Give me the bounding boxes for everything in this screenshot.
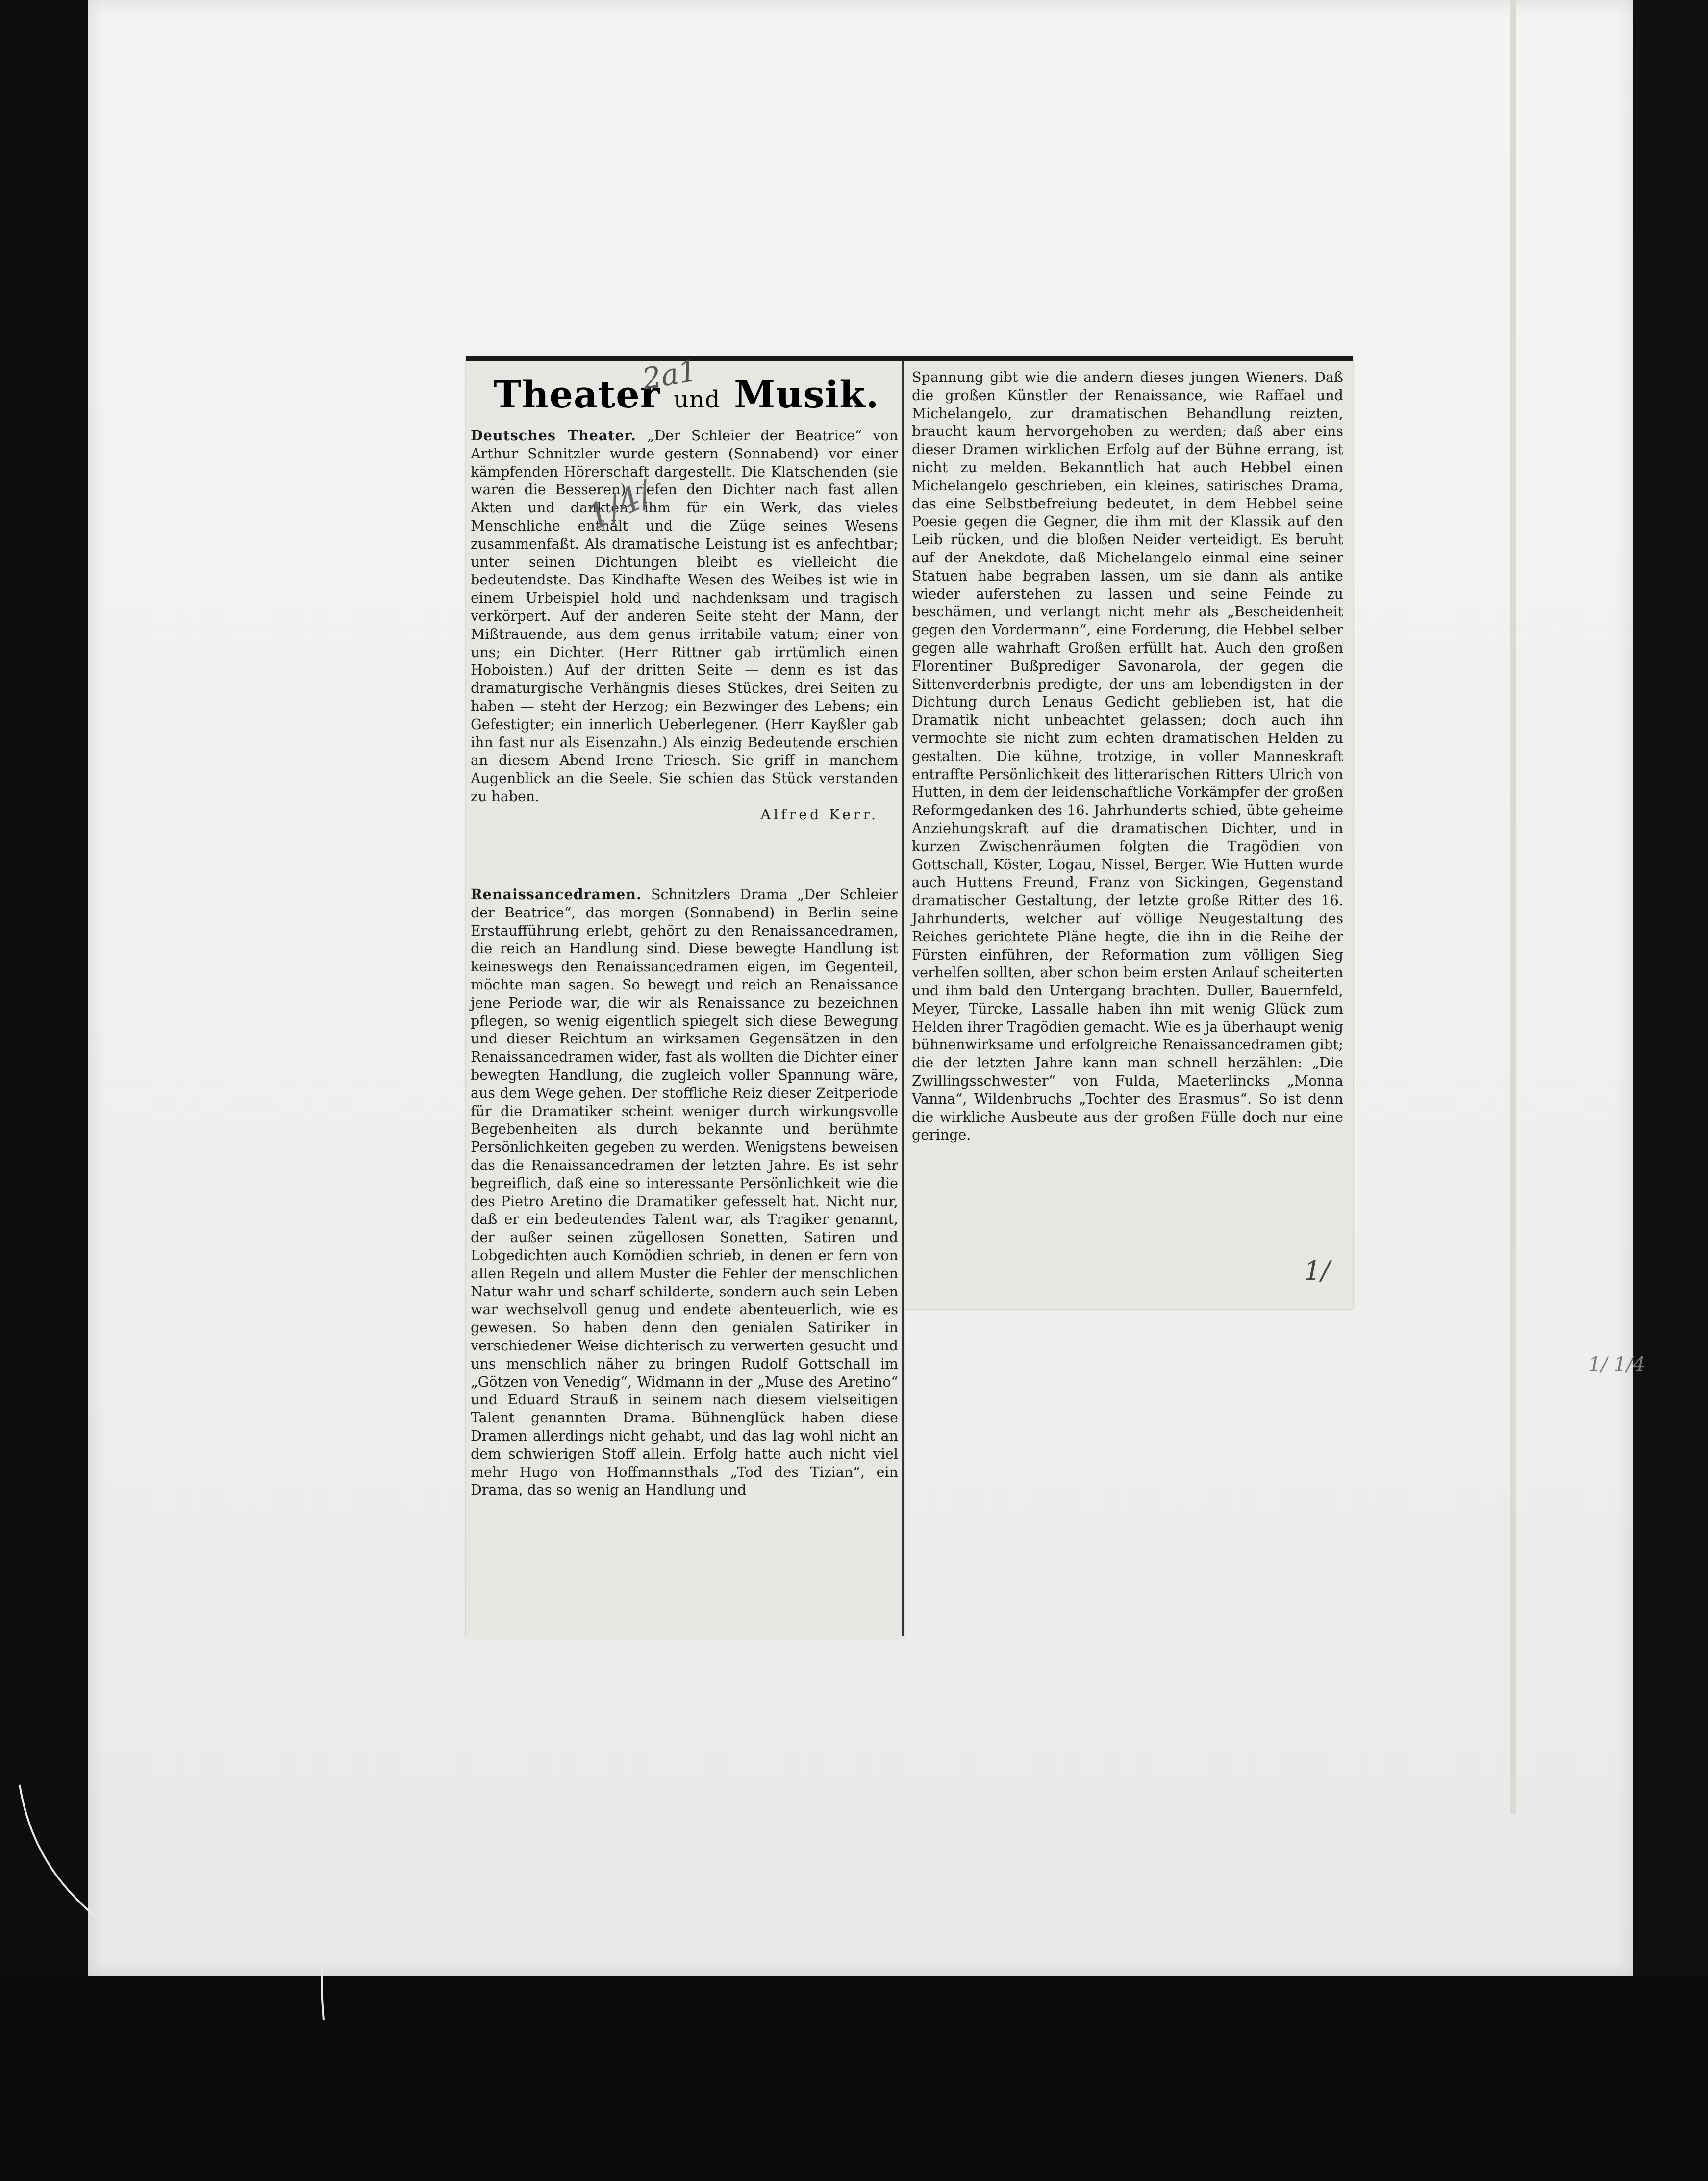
pencil-annotation-far-right: 1/ 1/4	[1588, 1353, 1646, 1376]
article-renaissance-continued	[912, 369, 1343, 1144]
article-heading: Deutsches Theater.	[471, 427, 636, 444]
masthead-word-2: und	[674, 386, 721, 413]
masthead-word-3: Musik.	[734, 373, 879, 416]
pencil-annotation-end: 1/	[1304, 1255, 1330, 1286]
film-scratch-marks	[0, 1746, 441, 2040]
article-body: Spannung gibt wie die andern dieses jungen Wieners. Daß die großen Künstler der Renaissance, wie Raffael und Michelangelo, zur dramatischen Behandlung reizten, braucht kaum hervorgehoben zu werden; daß aber eins dieser Dramen wirklichen Erfolg auf der Bühne errang, ist nicht zu melden. Bekanntlich hat auch Hebbel einen Michelangelo geschrieben, ein kleines, satirisches Drama, das eine Selbstbefreiung bedeutet, in dem Hebbel seine Poesie gegen die Gegner, die ihm mit der Klassik auf den Leib rücken, und die bloßen Neider verteidigt. Es beruht auf der Anekdote, daß Michelangelo einmal eine seiner Statuen habe begraben lassen, um sie dann als antike wieder auferstehen zu lassen und seine Feinde zu beschämen, und verlangt nicht mehr als „Bescheidenheit gegen den Vordermann“, eine Forderung, die Hebbel selber gegen alle wahrhaft Großen erfüllt hat. Auch den großen Florentiner Bußprediger Savonarola, der gegen die Sittenverderbnis predigte, der uns am lebendigsten in der Dichtung durch Lenaus Gedicht geblieben ist, hat die Dramatik nicht unbeachtet gelassen; doch auch ihn vermochte sie nicht zum echten dramatischen Helden zu gestalten. Die kühne, trotzige, in voller Manneskraft entraffte Persönlichkeit des litterarischen Ritters Ulrich von Hutten, in dem der leidenschaftliche Vorkämpfer der großen Reformgedanken des 16. Jahrhunderts schied, übte geheime Anziehungskraft auf die dramatischen Dichter, und in kurzen Zwischenräumen folgten die Tragödien von Gottschall, Köster, Logau, Nissel, Berger. Wie Hutten wurde auch Huttens Freund, Franz von Sickingen, Gegenstand dramatischer Gestaltung, der letzte große Ritter des 16. Jahrhunderts, welcher auf völlige Neugestaltung des Reiches gerichtete Pläne hegte, die ihn in die Reihe der Fürsten einführen, der Reformation zum völligen Sieg verhelfen sollten, aber schon beim ersten Anlauf scheiterten und ihm bald den Untergang brachten. Duller, Bauernfeld, Meyer, Türcke, Lassalle haben ihn mit wenig Glück zum Helden ihrer Tragödien gemacht. Wie es ja überhaupt wenig bühnenwirksame und erfolgreiche Renaissancedramen gibt; die der letzten Jahre kann man schnell herzählen: „Die Zwillingsschwester“ von Fulda, Maeterlincks „Monna Vanna“, Wildenbruchs „Tochter des Erasmus“. So ist denn die wirkliche Ausbeute aus der großen Fülle doch nur eine geringe.	[912, 369, 1343, 1143]
article-body: „Der Schleier der Beatrice“ von Arthur Schnitzler wurde gestern (Sonnabend) vor einer kämpfenden Hörerschaft dargestellt. Die Klatschenden (sie waren die Besseren) riefen den Dichter nach fast allen Akten und dankten ihm für ein Werk, das vieles Menschliche enthält und die Züge seines Wesens zusammenfaßt. Als dramatische Leistung ist es anfechtbar; unter seinen Dichtungen bleibt es vielleicht die bedeutendste. Das Kindhafte Wesen des Weibes ist wie in einem Urbeispiel hold und nachdenksam und tragisch verkörpert. Auf der anderen Seite steht der Mann, der Mißtrauende, aus dem genus irritabile vatum; einer von uns; ein Dichter. (Herr Rittner gab irrtümlich einen Hoboisten.) Auf der dritten Seite — denn es ist das dramaturgische Verhängnis dieses Stückes, drei Seiten zu haben — steht der Herzog; ein Bezwinger des Lebens; ein Gefestigter; ein innerlich Ueberlegener. (Herr Kayßler gab ihn fast nur als Eisenzahn.) Als einzig Bedeutende erschien an diesem Abend Irene Triesch. Sie griff in manchem Augenblick an die Seele. Sie schien das Stück verstanden zu haben.	[471, 428, 898, 805]
pencil-annotation-margin: 1/4/	[580, 473, 658, 538]
article-heading: Renaissancedramen.	[471, 886, 642, 903]
masthead-rule	[466, 356, 1353, 361]
sheet-fold-edge	[1510, 0, 1516, 1814]
film-border-right	[1633, 0, 1708, 2181]
article-theater-review	[471, 427, 898, 824]
article-body: Schnitzlers Drama „Der Schleier der Beatrice“, das morgen (Sonnabend) in Berlin seine Erstaufführung erlebt, gehört zu den Renaissancedramen, die reich an Handlung sind. Diese bewegte Handlung ist keineswegs den Renaissancedramen eigen, im Gegenteil, möchte man sagen. So bewegt und reich an Renaissance jene Periode war, die wir als Renaissance zu bezeichnen pflegen, so wenig eigentlich spiegelt sich diese Bewegung und dieser Reichtum an wirksamen Gegensätzen in den Renaissancedramen wider, fast als wollten die Dichter einer bewegten Handlung, die zugleich voller Spannung wäre, aus dem Wege gehen. Der stoffliche Reiz dieser Zeitperiode für die Dramatiker scheint weniger durch wirkungsvolle Begebenheiten als durch bekannte und berühmte Persönlichkeiten gegeben zu werden. Wenigstens beweisen das die Renaissancedramen der letzten Jahre. Es ist sehr begreiflich, daß eine so interessante Persönlichkeit wie die des Pietro Aretino die Dramatiker gefesselt hat. Nicht nur, daß er ein bedeutendes Talent war, als Tragiker genannt, der außer seinen zügellosen Sonetten, Satiren und Lobgedichten auch Komödien schrieb, in denen er fern von allen Regeln und allem Muster die Fehler der menschlichen Natur wahr und scharf schilderte, sondern auch sein Leben war wechselvoll genug und endete abenteuerlich, wie es gewesen. So haben denn den genialen Satiriker in verschiedener Weise dichterisch zu verwerten gesucht und uns menschlich näher zu bringen Rudolf Gottschall im „Götzen von Venedig“, Widmann in der „Muse des Aretino“ und Eduard Strauß in seinem nach diesem vielseitigen Talent genannten Drama. Bühnenglück haben diese Dramen allerdings nicht gehabt, und das lag wohl nicht an dem schwierigen Stoff allein. Erfolg hatte auch nicht viel mehr Hugo von Hoffmannsthals „Tod des Tizian“, ein Drama, das so wenig an Handlung und	[471, 887, 899, 1498]
article-signature: Alfred Kerr.	[760, 806, 879, 823]
pencil-annotation-top: 2a1	[639, 353, 700, 397]
column-divider	[902, 361, 904, 1636]
masthead-word-1: Theater	[493, 373, 660, 416]
article-renaissance-dramas	[471, 886, 898, 1499]
